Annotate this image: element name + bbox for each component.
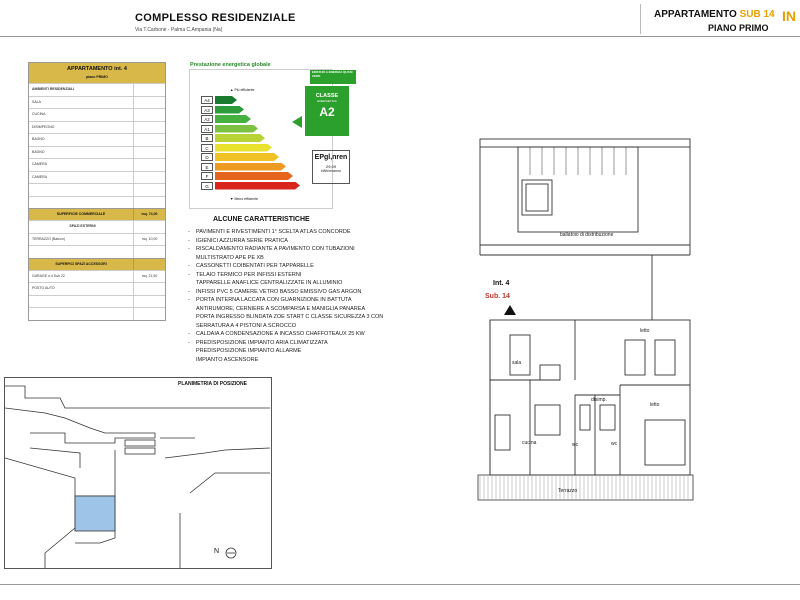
energy-class-label: E: [201, 163, 213, 171]
room-rows: [29, 96, 165, 184]
feature-item: - IGIENICI AZZURRA SERIE PRATICA: [188, 237, 424, 246]
room-label-letto1: letto: [640, 328, 650, 334]
ep-label: EPgl,nren: [314, 154, 348, 161]
table-row: [29, 295, 165, 308]
commercial-surface-row: SUPERFICIE COMMERCIALE mq. 74,00: [29, 208, 165, 220]
room-label-wc2: wc: [611, 441, 618, 447]
feature-item: - CALDAIA A CONDENSAZIONE A INCASSO CHAFFOTEAUX 25 KW: [188, 330, 424, 339]
energy-class-bar: [215, 153, 279, 161]
site-plan: [4, 377, 272, 569]
energy-class-label: F: [201, 172, 213, 180]
room-name: DISIMPEGNO: [29, 122, 134, 134]
energy-class-bar: [215, 134, 265, 142]
table-row: [29, 183, 165, 196]
room-label-cucina: cucina: [522, 440, 537, 446]
room-label-terrazzo: Terrazzo: [558, 488, 578, 494]
room-name: CAMERA: [29, 159, 134, 171]
floor-plan: [470, 135, 700, 505]
feature-item: PORTA INGRESSO BLINDATA ZOE START C CLASSE SICUREZZA 3 CON: [196, 314, 384, 320]
feature-item: - PREDISPOSIZIONE IMPIANTO ARIA CLIMATIZZATA: [188, 339, 424, 348]
header-divider: [640, 4, 641, 34]
energy-class-label: A2: [201, 115, 213, 123]
apartment-table: [28, 62, 166, 321]
energy-class-bar: [215, 96, 237, 104]
more-efficient-note: ▲ Più efficiente: [230, 88, 255, 92]
project-title: COMPLESSO RESIDENZIALE: [135, 12, 296, 24]
room-name: CAMERA: [29, 172, 134, 184]
table-row: [29, 121, 165, 134]
class-sublabel: ENERGETICA: [317, 99, 337, 103]
room-label-disimpegno: disimp.: [591, 397, 607, 403]
features-title: ALCUNE CARATTERISTICHE: [213, 216, 310, 223]
feature-item: - INFISSI PVC 5 CAMERE VETRO BASSO EMISSIVO GAS ARGON: [188, 288, 424, 297]
room-name: SALA: [29, 97, 134, 109]
table-row: [29, 196, 165, 209]
apartment-sub: SUB 14: [739, 9, 775, 20]
table-subtitle: piano PRIMO: [86, 75, 108, 79]
energy-class-label: A4: [201, 96, 213, 104]
energy-class-bar: [215, 144, 272, 152]
energy-class-label: D: [201, 153, 213, 161]
energy-class-box: [305, 86, 349, 136]
table-section-label: AMBIENTI RESIDENZIALI: [29, 83, 165, 96]
outdoor-label-row: SPAZI ESTERNI: [29, 220, 165, 233]
table-row: GARAGE n.4 Sub 22 mq. 21,50: [29, 270, 165, 283]
feature-item: PREDISPOSIZIONE IMPIANTO ALLARME: [196, 348, 302, 354]
energy-class-bar: [215, 163, 286, 171]
site-plan-title: PLANIMETRIA DI POSIZIONE: [178, 381, 247, 387]
accessory-section-row: SUPERFICI SPAZI ACCESSORI: [29, 258, 165, 270]
class-pointer-icon: [292, 116, 302, 128]
table-header: [29, 63, 165, 83]
feature-item: - RISCALDAMENTO RADIANTE A PAVIMENTO CON TUBAZIONI: [188, 245, 424, 254]
energy-class-label: B: [201, 134, 213, 142]
feature-item: ANTIRUMORE, CERNIERE A SCOMPARSA E MANIGLIA PANAREA: [196, 305, 366, 312]
footer-rule: [0, 584, 800, 585]
table-row: POSTO AUTO: [29, 282, 165, 295]
apartment-title: [654, 9, 775, 20]
feature-item: IMPIANTO ASCENSORE: [196, 356, 259, 363]
apartment-prefix: APPARTAMENTO: [654, 9, 737, 20]
table-row: [29, 146, 165, 159]
energy-class-label: C: [201, 144, 213, 152]
ep-box: [312, 150, 350, 184]
int-label: Int. 4: [493, 280, 510, 287]
entry-arrow-icon: [504, 305, 516, 315]
energy-class-bar: [215, 115, 251, 123]
features-list: [188, 228, 424, 364]
table-title: APPARTAMENTO int. 4: [67, 66, 127, 72]
nzeb-badge: EDIFICIO A ENERGIA QUASI ZERO: [310, 70, 356, 84]
feature-item: MULTISTRATO APE PE XB: [196, 254, 264, 261]
energy-class-bar: [215, 125, 258, 133]
table-row: [29, 108, 165, 121]
corridor-label: ballatoio di distribuzione: [560, 232, 614, 238]
energy-class-bar: [215, 172, 293, 180]
room-name: CUCINA: [29, 109, 134, 121]
corner-mark: IN: [782, 8, 796, 24]
table-row: [29, 171, 165, 184]
class-value: A2: [319, 105, 335, 119]
class-label: CLASSE: [315, 93, 339, 99]
energy-class-label: A1: [201, 125, 213, 133]
feature-item: - PAVIMENTI E RIVESTIMENTI 1° SCELTA ATLAS CONCORDE: [188, 228, 424, 237]
ep-unit: kWh/m²anno: [321, 169, 341, 173]
header-rule: [0, 36, 800, 37]
energy-class-label: G: [201, 182, 213, 190]
terrace-area: [478, 475, 693, 500]
feature-item: TAPPARELLE ANAFLICE CENTRALIZZATE IN ALLUMINIO: [196, 280, 343, 286]
room-name: BAGNO: [29, 134, 134, 146]
site-plan-drawing: [5, 378, 271, 568]
floor-title: PIANO PRIMO: [708, 23, 769, 33]
room-label-wc1: wc: [572, 442, 579, 448]
room-label-letto2: letto: [650, 402, 660, 408]
sub-label: Sub. 14: [485, 293, 510, 300]
energy-class-label: A3: [201, 106, 213, 114]
table-row: [29, 307, 165, 320]
table-row: [29, 96, 165, 109]
table-row: [29, 133, 165, 146]
feature-item: - PORTA INTERNA LACCATA CON GUARNIZIONE IN BATTUTA: [188, 296, 424, 305]
highlighted-building: [75, 496, 115, 531]
table-row: [29, 158, 165, 171]
project-address: Via T.Carbone - Palma C.Ampania (Na): [135, 27, 223, 33]
energy-class-bar: [215, 182, 300, 190]
energy-title: Prestazione energetica globale: [190, 62, 271, 68]
energy-class-bar: [215, 106, 244, 114]
feature-item: - TELAIO TERMICO PER INFISSI ESTERNI: [188, 271, 424, 280]
room-label-sala: sala: [512, 360, 522, 366]
feature-item: SERRATURA A 4 PISTONI A SCROCCO: [196, 322, 297, 329]
room-name: BAGNO: [29, 147, 134, 159]
table-row: TERRAZZO (Balcon) mq. 10,00: [29, 233, 165, 246]
less-efficient-note: ▼ Meno efficiente: [230, 197, 259, 201]
feature-item: - CASSONETTI COIBENTATI PER TAPPARELLE: [188, 262, 424, 271]
ep-value: 29,09: [325, 164, 336, 169]
energy-scale: [201, 96, 301, 196]
north-label: N: [214, 548, 220, 555]
table-row: [29, 245, 165, 258]
